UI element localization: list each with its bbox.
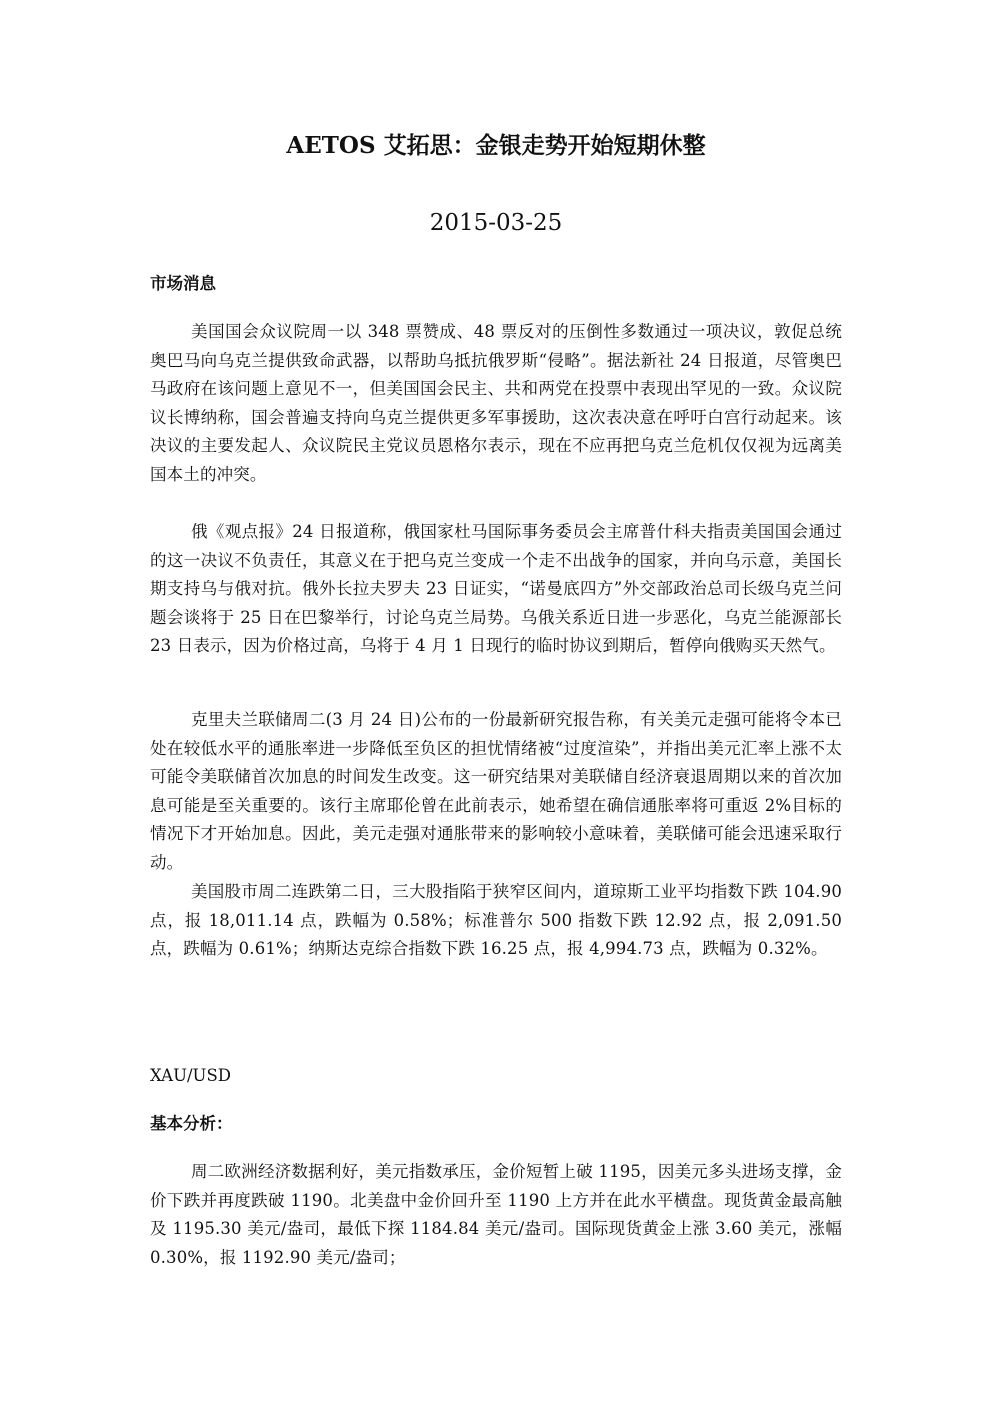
document-title: AETOS 艾拓思：金银走势开始短期休整 xyxy=(286,132,706,159)
symbol-label: XAU/USD xyxy=(150,1066,231,1085)
section-heading-basic-analysis: 基本分析： xyxy=(150,1114,233,1133)
paragraph-market-news-4: 美国股市周二连跌第二日，三大股指陷于狭窄区间内，道琼斯工业平均指数下跌 104.90 点，报 18,011.14 点，跌幅为 0.58%；标准普尔 500 指数下跌 12.92 点，报 2,091.50 点，跌幅为 0.61%；纳斯达克综合指数下跌 16.25 点，报 4,994.73 点，跌幅为 0.32%。 xyxy=(150,882,842,959)
paragraph-market-news-2: 俄《观点报》24 日报道称，俄国家杜马国际事务委员会主席普什科夫指责美国国会通过的这一决议不负责任，其意义在于把乌克兰变成一个走不出战争的国家，并向乌示意，美国长期支持乌与俄对抗。俄外长拉夫罗夫 23 日证实，“诺曼底四方”外交部政治总司长级乌克兰问题会谈将于 25 日在巴黎举行，讨论乌克兰局势。乌俄关系近日进一步恶化，乌克兰能源部长 23 日表示，因为价格过高，乌将于 4 月 1 日现行的临时协议到期后，暂停向俄购买天然气。 xyxy=(150,522,842,656)
section-heading-market-news: 市场消息 xyxy=(150,274,216,293)
paragraph-market-news-3: 克里夫兰联储周二(3 月 24 日)公布的一份最新研究报告称，有关美元走强可能将令本已处在较低水平的通胀率进一步降低至负区的担忧情绪被“过度渲染”，并指出美元汇率上涨不太可能令美联储首次加息的时间发生改变。这一研究结果对美联储自经济衰退周期以来的首次加息可能是至关重要的。该行主席耶伦曾在此前表示，她希望在确信通胀率将可重返 2%目标的情况下才开始加息。因此，美元走强对通胀带来的影响较小意味着，美联储可能会迅速采取行动。 xyxy=(150,710,842,872)
paragraph-market-news-1: 美国国会众议院周一以 348 票赞成、48 票反对的压倒性多数通过一项决议，敦促总统奥巴马向乌克兰提供致命武器，以帮助乌抵抗俄罗斯“侵略”。据法新社 24 日报道，尽管奥巴马政府在该问题上意见不一，但美国国会民主、共和两党在投票中表现出罕见的一致。众议院议长博纳称，国会普遍支持向乌克兰提供更多军事援助，这次表决意在呼吁白宫行动起来。该决议的主要发起人、众议院民主党议员恩格尔表示，现在不应再把乌克兰危机仅仅视为远离美国本土的冲突。 xyxy=(150,322,842,484)
paragraph-xau-1: 周二欧洲经济数据利好，美元指数承压，金价短暂上破 1195，因美元多头进场支撑，金价下跌并再度跌破 1190。北美盘中金价回升至 1190 上方并在此水平横盘。现货黄金最高触及 1195.30 美元/盎司，最低下探 1184.84 美元/盎司。国际现货黄金上涨 3.60 美元，涨幅 0.30%，报 1192.90 美元/盎司； xyxy=(150,1162,842,1267)
document-date: 2015-03-25 xyxy=(429,210,563,236)
